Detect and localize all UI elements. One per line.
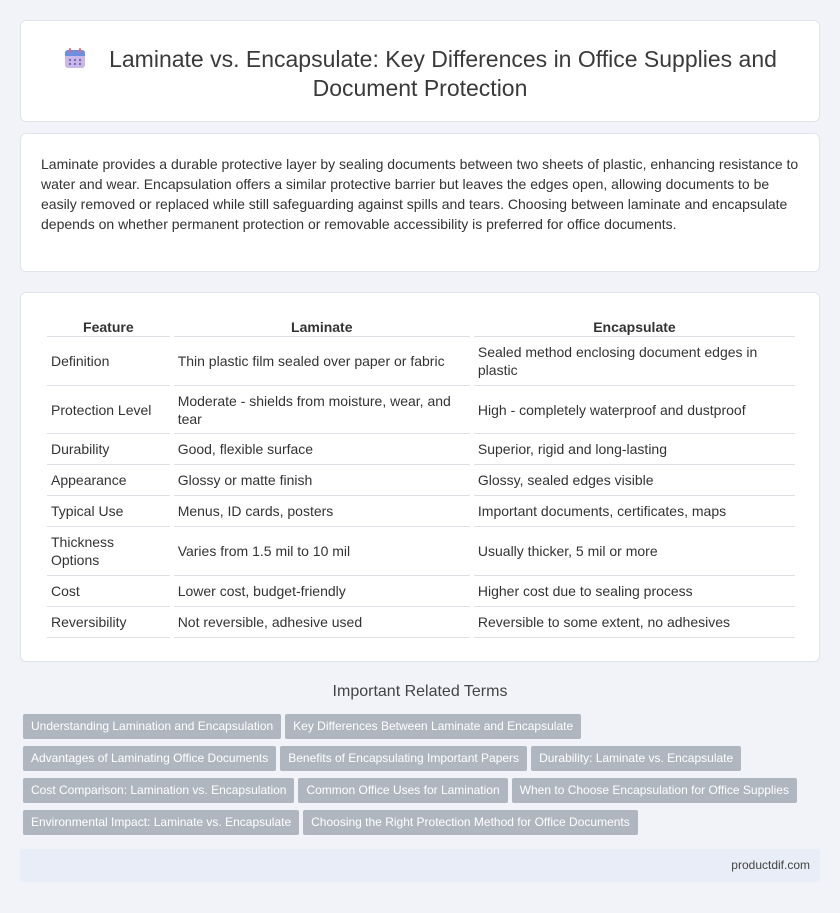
- laminate-cell: Not reversible, adhesive used: [174, 607, 470, 638]
- table-header-row: [47, 315, 795, 337]
- page-title: Laminate vs. Encapsulate: Key Differences in Office Supplies and Document Protection: [109, 46, 777, 101]
- header-laminate: Laminate: [174, 315, 470, 337]
- intro-paragraph: Laminate provides a durable protective layer by sealing documents between two sheets of plastic, enhancing resistance to water and wear. Encapsulation offers a similar protective barrier but leaves the edges open, allowing documents to be easily removed or replaced while still safeguarding against spills and tears. Choosing between laminate and encapsulate depends on whether permanent protection or removable accessibility is preferred for office documents.: [41, 156, 799, 232]
- footer-site-name: productdif.com: [731, 858, 810, 872]
- related-term-tag[interactable]: Benefits of Encapsulating Important Papers: [280, 746, 527, 771]
- intro-card: [20, 133, 820, 272]
- table-row: [47, 496, 795, 527]
- laminate-cell: Thin plastic film sealed over paper or fabric: [174, 337, 470, 386]
- table-row: [47, 527, 795, 576]
- feature-cell: Appearance: [47, 465, 170, 496]
- table-row: [47, 607, 795, 638]
- encapsulate-cell: Higher cost due to sealing process: [474, 576, 795, 607]
- laminate-cell: Menus, ID cards, posters: [174, 496, 470, 527]
- laminate-cell: Moderate - shields from moisture, wear, and tear: [174, 386, 470, 434]
- table-row: [47, 434, 795, 465]
- table-row: [47, 337, 795, 386]
- encapsulate-cell: Reversible to some extent, no adhesives: [474, 607, 795, 638]
- encapsulate-cell: Important documents, certificates, maps: [474, 496, 795, 527]
- related-term-tag[interactable]: Understanding Lamination and Encapsulation: [23, 714, 281, 739]
- encapsulate-cell: Glossy, sealed edges visible: [474, 465, 795, 496]
- laminate-cell: Varies from 1.5 mil to 10 mil: [174, 527, 470, 576]
- related-term-tag[interactable]: Durability: Laminate vs. Encapsulate: [531, 746, 741, 771]
- related-term-tag[interactable]: Common Office Uses for Lamination: [298, 778, 507, 803]
- related-term-tag[interactable]: When to Choose Encapsulation for Office Supplies: [512, 778, 797, 803]
- feature-cell: Typical Use: [47, 496, 170, 527]
- encapsulate-cell: Superior, rigid and long-lasting: [474, 434, 795, 465]
- feature-cell: Thickness Options: [47, 527, 170, 576]
- feature-cell: Reversibility: [47, 607, 170, 638]
- encapsulate-cell: Usually thicker, 5 mil or more: [474, 527, 795, 576]
- encapsulate-cell: Sealed method enclosing document edges in plastic: [474, 337, 795, 386]
- related-term-tag[interactable]: Key Differences Between Laminate and Encapsulate: [285, 714, 581, 739]
- comparison-table: [43, 315, 799, 638]
- feature-cell: Durability: [47, 434, 170, 465]
- related-term-tag[interactable]: Advantages of Laminating Office Documents: [23, 746, 276, 771]
- laminate-cell: Lower cost, budget-friendly: [174, 576, 470, 607]
- feature-cell: Cost: [47, 576, 170, 607]
- encapsulate-cell: High - completely waterproof and dustproof: [474, 386, 795, 434]
- table-row: [47, 576, 795, 607]
- table-row: [47, 386, 795, 434]
- table-row: [47, 465, 795, 496]
- comparison-table-card: [20, 292, 820, 662]
- laminate-cell: Glossy or matte finish: [174, 465, 470, 496]
- feature-cell: Protection Level: [47, 386, 170, 434]
- feature-cell: Definition: [47, 337, 170, 386]
- related-term-tag[interactable]: Environmental Impact: Laminate vs. Encapsulate: [23, 810, 299, 835]
- related-terms-heading: Important Related Terms: [332, 683, 508, 700]
- related-terms-list: [23, 714, 813, 842]
- related-term-tag[interactable]: Choosing the Right Protection Method for Office Documents: [303, 810, 638, 835]
- page-title-wrap: [21, 45, 819, 103]
- related-term-tag[interactable]: Cost Comparison: Lamination vs. Encapsulation: [23, 778, 294, 803]
- calendar-icon: [63, 46, 87, 70]
- laminate-cell: Good, flexible surface: [174, 434, 470, 465]
- footer-bar: [20, 849, 820, 882]
- header-encapsulate: Encapsulate: [474, 315, 795, 337]
- header-feature: Feature: [47, 315, 170, 337]
- header-card: [20, 20, 820, 122]
